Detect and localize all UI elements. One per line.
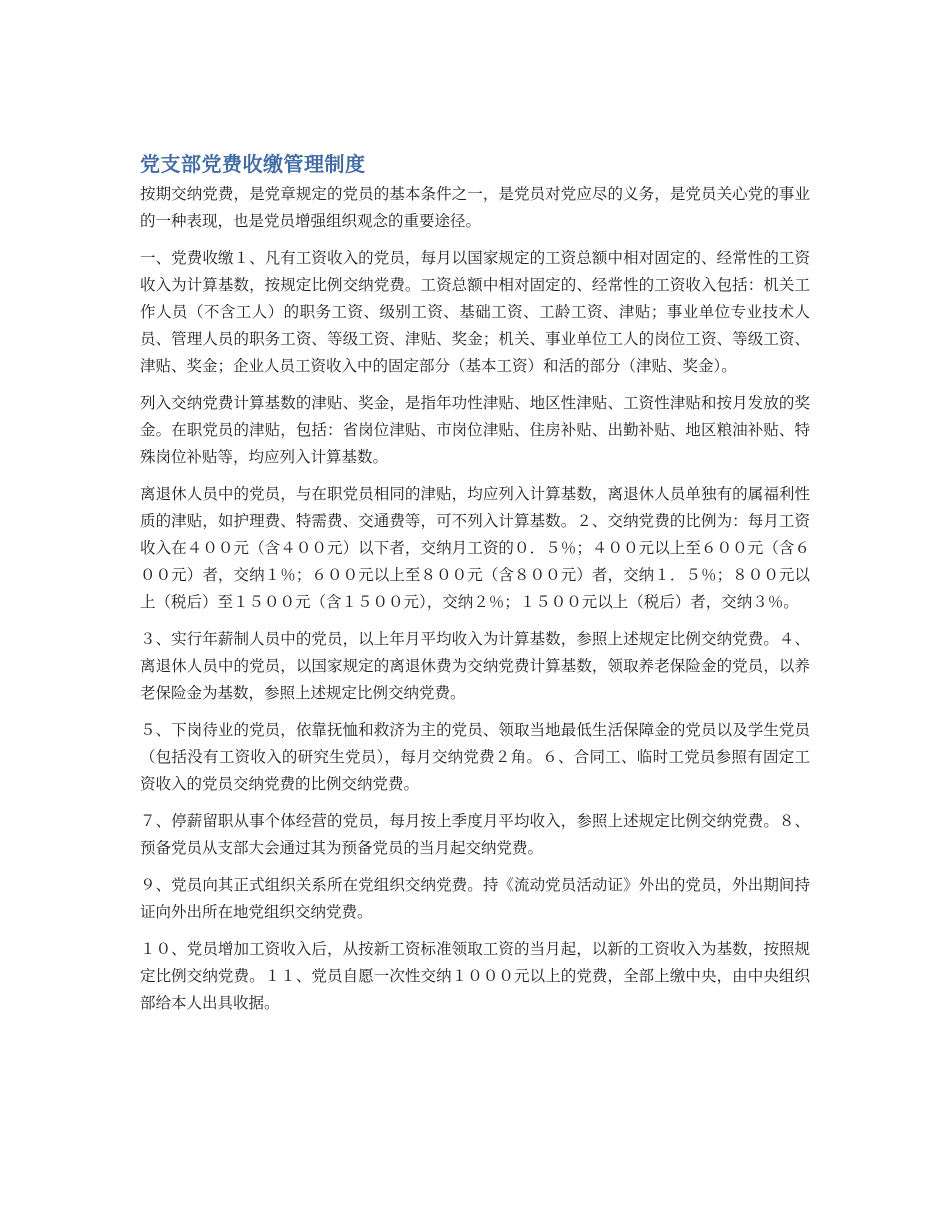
paragraph-intro: 按期交纳党费，是党章规定的党员的基本条件之一，是党员对党应尽的义务，是党员关心党的事业的一种表现，也是党员增强组织观念的重要途径。 <box>140 185 810 230</box>
paragraph-item-7-8: ７、停薪留职从事个体经营的党员，每月按上季度月平均收入，参照上述规定比例交纳党费。８、预备党员从支部大会通过其为预备党员的当月起交纳党费。 <box>140 812 810 857</box>
paragraph-retiree-ratio: 离退休人员中的党员，与在职党员相同的津贴，均应列入计算基数，离退休人员单独有的属福利性质的津贴，如护理费、特需费、交通费等，可不列入计算基数。２、交纳党费的比例为：每月工资收入在４００元（含４００元）以下者，交纳月工资的０．５％；４００元以上至６００元（含６００元）者，交纳１％；６００元以上至８００元（含８００元）者，交纳１．５％；８００元以上（税后）至１５００元（含１５００元），交纳２％；１５００元以上（税后）者，交纳３％。 <box>140 485 810 611</box>
document-title: 党支部党费收缴管理制度 <box>140 152 366 176</box>
paragraph-item-5-6: ５、下岗待业的党员，依靠抚恤和救济为主的党员、领取当地最低生活保障金的党员以及学生党员（包括没有工资收入的研究生党员），每月交纳党费２角。６、合同工、临时工党员参照有固定工资收入的党员交纳党费的比例交纳党费。 <box>140 721 810 793</box>
paragraph-allowance: 列入交纳党费计算基数的津贴、奖金，是指年功性津贴、地区性津贴、工资性津贴和按月发放的奖金。在职党员的津贴，包括：省岗位津贴、市岗位津贴、住房补贴、出勤补贴、地区粮油补贴、特殊岗位补贴等，均应列入计算基数。 <box>140 394 810 466</box>
document-page <box>140 150 810 1027</box>
paragraph-item-10-11: １０、党员增加工资收入后，从按新工资标准领取工资的当月起，以新的工资收入为基数，按照规定比例交纳党费。１１、党员自愿一次性交纳１０００元以上的党费，全部上缴中央，由中央组织部给本人出具收据。 <box>140 940 810 1012</box>
paragraph-item-3-4: ３、实行年薪制人员中的党员，以上年月平均收入为计算基数，参照上述规定比例交纳党费。４、离退休人员中的党员，以国家规定的离退休费为交纳党费计算基数，领取养老保险金的党员，以养老保险金为基数，参照上述规定比例交纳党费。 <box>140 630 810 702</box>
paragraph-item-9: ９、党员向其正式组织关系所在党组织交纳党费。持《流动党员活动证》外出的党员，外出期间持证向外出所在地党组织交纳党费。 <box>140 876 810 921</box>
paragraph-section-1: 一、党费收缴１、凡有工资收入的党员，每月以国家规定的工资总额中相对固定的、经常性的工资收入为计算基数，按规定比例交纳党费。工资总额中相对固定的、经常性的工资收入包括：机关工作人员（不含工人）的职务工资、级别工资、基础工资、工龄工资、津贴；事业单位专业技术人员、管理人员的职务工资、等级工资、津贴、奖金；机关、事业单位工人的岗位工资、等级工资、津贴、奖金；企业人员工资收入中的固定部分（基本工资）和活的部分（津贴、奖金）。 <box>140 249 810 375</box>
